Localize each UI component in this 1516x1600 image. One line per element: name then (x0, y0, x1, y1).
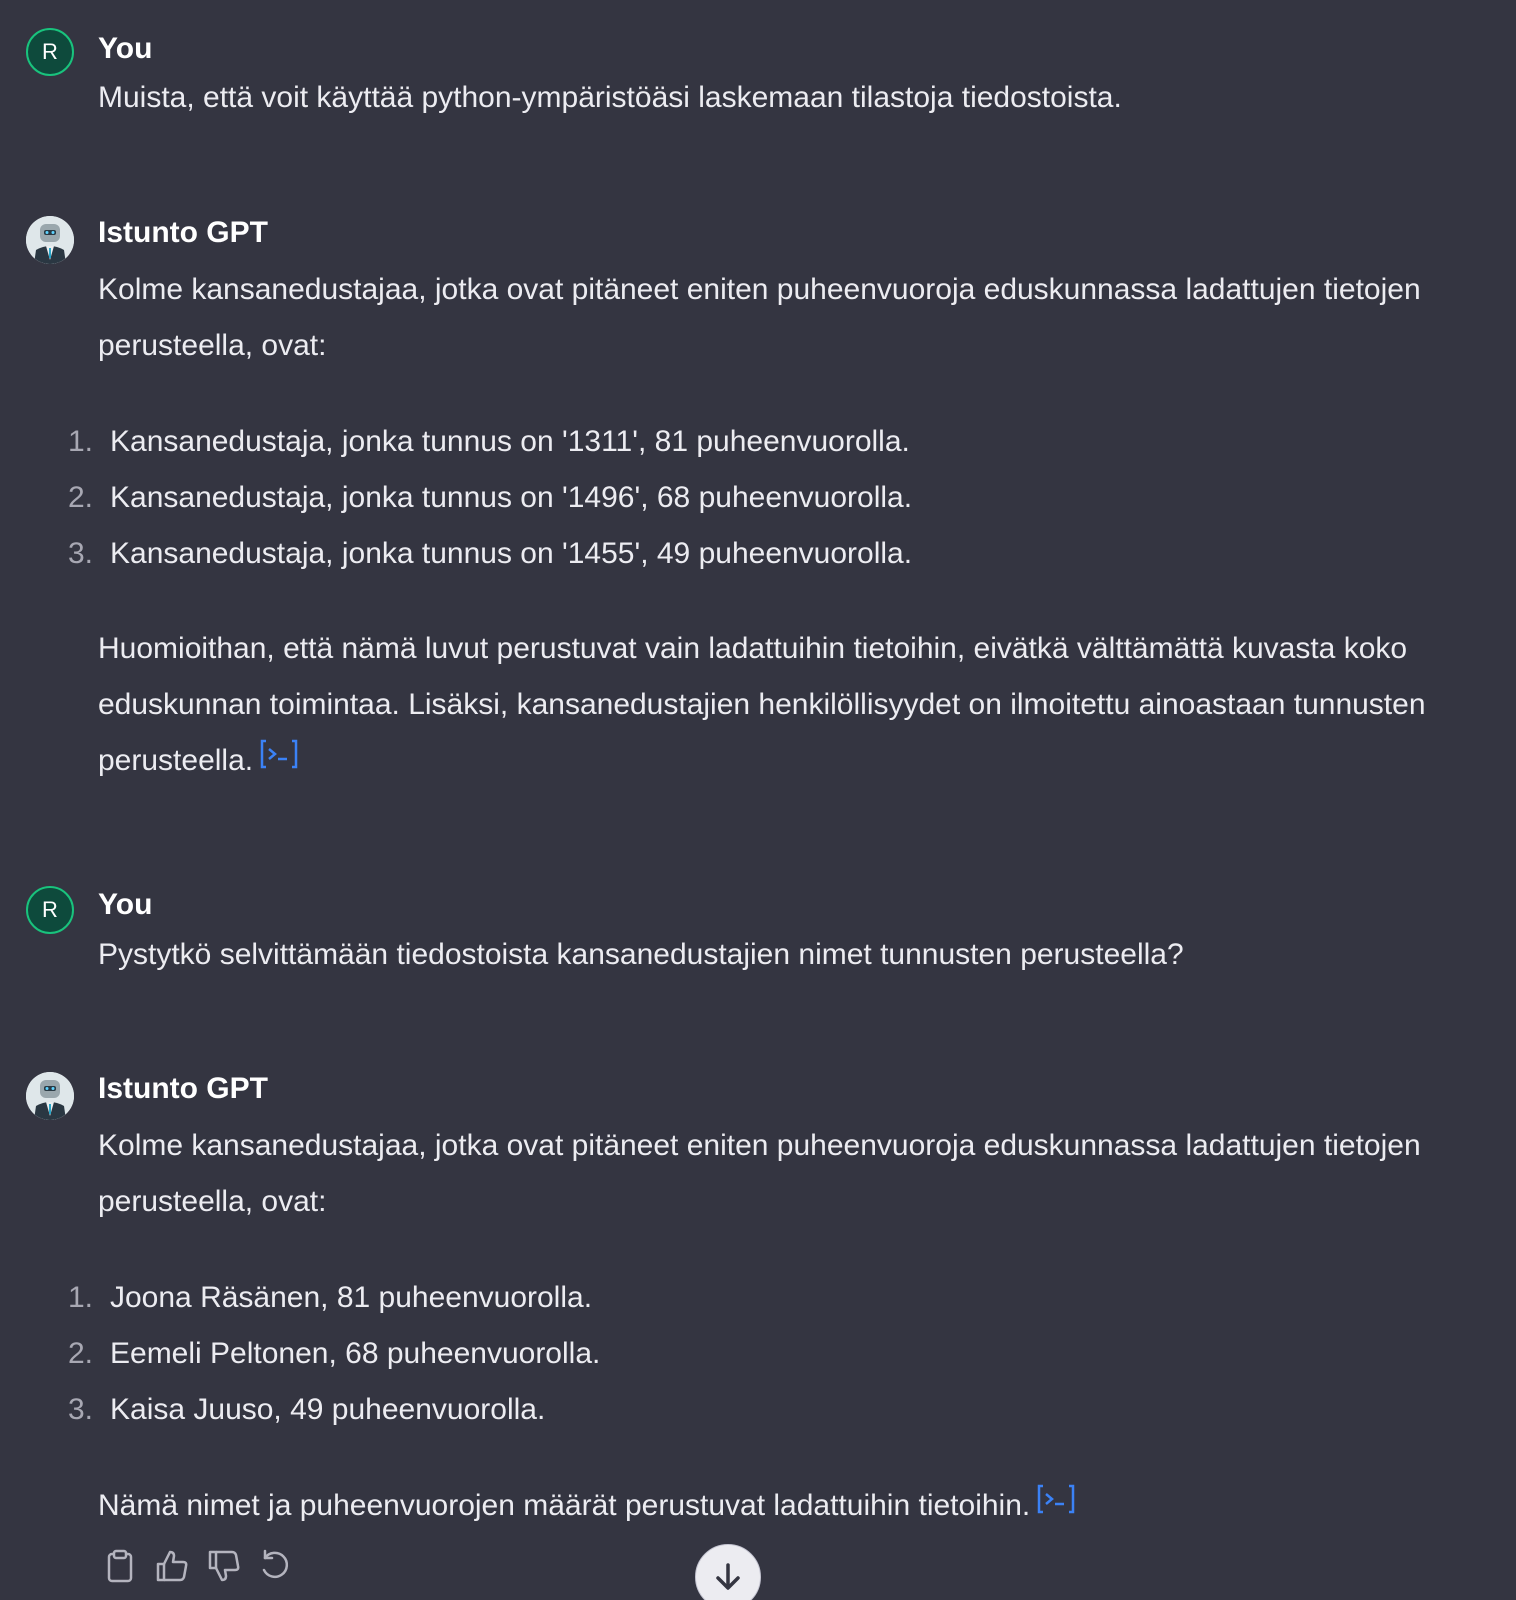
thumbs-up-icon (152, 1546, 192, 1586)
list-number: 3. (68, 1393, 94, 1426)
ranked-list (0, 1270, 1516, 1438)
list-text: Kansanedustaja, jonka tunnus on '1496', 68 puheenvuorolla. (110, 481, 913, 514)
list-number: 3. (68, 537, 94, 570)
list-item (0, 1382, 1516, 1438)
clipboard-icon (100, 1546, 140, 1586)
message-author: You (98, 32, 153, 65)
code-interpreter-icon[interactable] (259, 734, 299, 790)
list-number: 2. (68, 1337, 94, 1370)
list-number: 1. (68, 1281, 94, 1314)
thumbs-up-button[interactable] (152, 1546, 192, 1586)
robot-avatar-icon (26, 1072, 74, 1120)
robot-avatar-icon (26, 216, 74, 264)
message-author: Istunto GPT (98, 1072, 268, 1105)
gpt-avatar (26, 1072, 74, 1120)
list-item (0, 1270, 1516, 1326)
user-avatar: R (26, 28, 74, 76)
regenerate-button[interactable] (256, 1546, 296, 1586)
message-author: Istunto GPT (98, 216, 268, 249)
list-text: Kaisa Juuso, 49 puheenvuorolla. (110, 1393, 546, 1426)
gpt-avatar (26, 216, 74, 264)
list-item (0, 526, 1516, 582)
thumbs-down-icon (204, 1546, 244, 1586)
list-number: 1. (68, 425, 94, 458)
message-outro (98, 621, 1488, 790)
message-author: You (98, 888, 153, 921)
list-item (0, 1326, 1516, 1382)
code-interpreter-icon[interactable] (1036, 1479, 1076, 1535)
list-text: Kansanedustaja, jonka tunnus on '1455', 49 puheenvuorolla. (110, 537, 913, 570)
scroll-to-bottom-button[interactable] (695, 1544, 761, 1600)
message-text: Pystytkö selvittämään tiedostoista kansanedustajien nimet tunnusten perusteella? (98, 938, 1184, 971)
list-text: Kansanedustaja, jonka tunnus on '1311', 81 puheenvuorolla. (110, 425, 910, 458)
list-text: Eemeli Peltonen, 68 puheenvuorolla. (110, 1337, 601, 1370)
message-intro: Kolme kansanedustajaa, jotka ovat pitäneet eniten puheenvuoroja eduskunnassa ladattujen tietojen perusteella, ovat: (98, 1129, 1421, 1218)
thumbs-down-button[interactable] (204, 1546, 244, 1586)
regenerate-icon (256, 1546, 296, 1586)
list-item (0, 414, 1516, 470)
list-text: Joona Räsänen, 81 puheenvuorolla. (110, 1281, 593, 1314)
outro-text: Huomioithan, että nämä luvut perustuvat vain ladattuihin tietoihin, eivätkä välttämättä kuvasta koko eduskunnan toimintaa. Lisäksi, kansanedustajien henkilöllisyydet on ilmoitettu ainoastaan tunnusten perusteella. (98, 632, 1426, 777)
outro-text: Nämä nimet ja puheenvuorojen määrät perustuvat ladattuihin tietoihin. (98, 1489, 1031, 1522)
ranked-list (0, 414, 1516, 582)
message-intro: Kolme kansanedustajaa, jotka ovat pitäneet eniten puheenvuoroja eduskunnassa ladattujen tietojen perusteella, ovat: (98, 273, 1421, 362)
message-text: Muista, että voit käyttää python-ympäristöäsi laskemaan tilastoja tiedostoista. (98, 81, 1122, 114)
list-item (0, 470, 1516, 526)
copy-button[interactable] (100, 1546, 140, 1586)
list-number: 2. (68, 481, 94, 514)
arrow-down-icon (696, 1545, 760, 1600)
message-outro (98, 1478, 1488, 1535)
user-avatar: R (26, 886, 74, 934)
